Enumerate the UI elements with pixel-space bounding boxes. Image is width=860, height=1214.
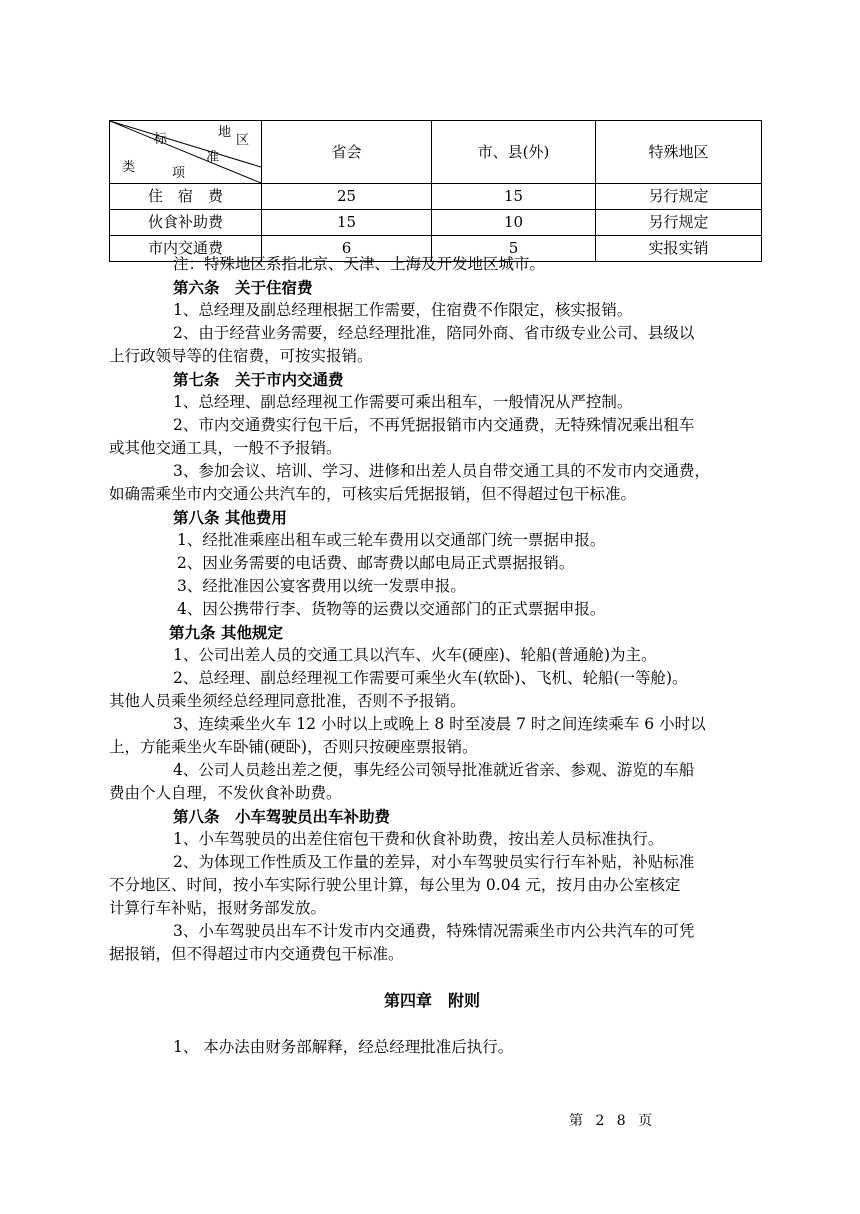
corner-char-zhun: 准 xyxy=(206,150,220,165)
table-cell: 5 xyxy=(432,236,596,262)
paragraph-line: 2、总经理、副总经理视工作需要可乘坐火车(软卧)、飞机、轮船(一等舱)。 xyxy=(173,669,688,687)
paragraph-line: 1、 本办法由财务部解释，经总经理批准后执行。 xyxy=(173,1038,514,1056)
table-diagonal-corner xyxy=(110,121,262,184)
paragraph-line: 不分地区、时间，按小车实际行驶公里计算，每公里为 0.04 元，按月由办公室核定 xyxy=(109,876,681,894)
travel-allowance-table xyxy=(109,120,762,262)
article-7-heading: 第七条 关于市内交通费 xyxy=(173,370,344,389)
row-label: 伙食补助费 xyxy=(110,210,262,236)
paragraph-line: 据报销，但不得超过市内交通费包干标准。 xyxy=(109,945,404,963)
table-cell: 另行规定 xyxy=(596,184,762,210)
article-8-heading: 第八条 其他费用 xyxy=(173,508,287,527)
column-header-city-county: 市、县(外) xyxy=(432,121,596,184)
paragraph-line: 4、因公携带行李、货物等的运费以交通部门的正式票据申报。 xyxy=(177,600,606,618)
paragraph-line: 4、公司人员趁出差之便，事先经公司领导批准就近省亲、参观、游览的车船 xyxy=(173,761,695,779)
column-header-provincial-capital: 省会 xyxy=(262,121,432,184)
paragraph-line: 1、公司出差人员的交通工具以汽车、火车(硬座)、轮船(普通舱)为主。 xyxy=(173,646,657,664)
paragraph-line: 上行政领导等的住宿费，可按实报销。 xyxy=(109,347,373,365)
corner-char-xiang: 项 xyxy=(172,166,186,181)
table-cell: 另行规定 xyxy=(596,210,762,236)
table-header-row xyxy=(110,121,762,184)
paragraph-line: 1、小车驾驶员的出差住宿包干费和伙食补助费，按出差人员标准执行。 xyxy=(173,830,664,848)
paragraph-line: 3、经批准因公宴客费用以统一发票申报。 xyxy=(177,577,466,595)
paragraph-line: 3、小车驾驶员出车不计发市内交通费，特殊情况需乘坐市内公共汽车的可凭 xyxy=(173,922,695,940)
paragraph-line: 2、由于经营业务需要，经总经理批准，陪同外商、省市级专业公司、县级以 xyxy=(173,324,695,342)
table-row xyxy=(110,184,762,210)
paragraph-line: 上，方能乘坐火车卧铺(硬卧)，否则只按硬座票报销。 xyxy=(109,738,478,756)
table-note: 注：特殊地区系指北京、天津、上海及开发地区城市。 xyxy=(173,255,546,273)
corner-char-qu: 区 xyxy=(236,133,250,148)
paragraph-line: 1、经批准乘座出租车或三轮车费用以交通部门统一票据申报。 xyxy=(177,531,606,549)
chapter-4-heading: 第四章 附则 xyxy=(384,991,481,1010)
corner-char-di: 地 xyxy=(218,125,232,140)
row-label: 住 宿 费 xyxy=(110,184,262,210)
table-cell: 25 xyxy=(262,184,432,210)
paragraph-line: 2、因业务需要的电话费、邮寄费以邮电局正式票据报销。 xyxy=(177,554,575,572)
table-cell: 15 xyxy=(262,210,432,236)
article-9-heading: 第九条 其他规定 xyxy=(169,623,283,642)
paragraph-line: 或其他交通工具，一般不予报销。 xyxy=(109,439,342,457)
article-6-heading: 第六条 关于住宿费 xyxy=(173,278,313,297)
paragraph-line: 1、总经理及副总经理根据工作需要，住宿费不作限定，核实报销。 xyxy=(173,301,633,319)
table-cell: 6 xyxy=(262,236,432,262)
corner-char-biao: 标 xyxy=(154,132,168,147)
table-cell: 15 xyxy=(432,184,596,210)
paragraph-line: 如确需乘坐市内交通公共汽车的，可核实后凭据报销，但不得超过包干标准。 xyxy=(109,485,637,503)
table-row xyxy=(110,210,762,236)
page-number: 第 2 8 页 xyxy=(569,1113,657,1129)
paragraph-line: 费由个人自理，不发伙食补助费。 xyxy=(109,784,342,802)
table-cell: 实报实销 xyxy=(596,236,762,262)
paragraph-line: 1、总经理、副总经理视工作需要可乘出租车，一般情况从严控制。 xyxy=(173,393,633,411)
column-header-special-region: 特殊地区 xyxy=(596,121,762,184)
paragraph-line: 2、为体现工作性质及工作量的差异，对小车驾驶员实行行车补贴，补贴标准 xyxy=(173,853,695,871)
paragraph-line: 其他人员乘坐须经总经理同意批准，否则不予报销。 xyxy=(109,692,466,710)
row-label: 市内交通费 xyxy=(110,236,262,262)
table-cell: 10 xyxy=(432,210,596,236)
paragraph-line: 3、连续乘坐火车 12 小时以上或晚上 8 时至凌晨 7 时之间连续乘车 6 小时以 xyxy=(173,715,706,733)
paragraph-line: 3、参加会议、培训、学习、进修和出差人员自带交通工具的不发市内交通费， xyxy=(173,462,710,480)
driver-allowance-heading: 第八条 小车驾驶员出车补助费 xyxy=(173,807,391,826)
paragraph-line: 2、市内交通费实行包干后，不再凭据报销市内交通费，无特殊情况乘出租车 xyxy=(173,416,695,434)
paragraph-line: 计算行车补贴，报财务部发放。 xyxy=(109,899,327,917)
corner-char-lei: 类 xyxy=(122,160,136,175)
